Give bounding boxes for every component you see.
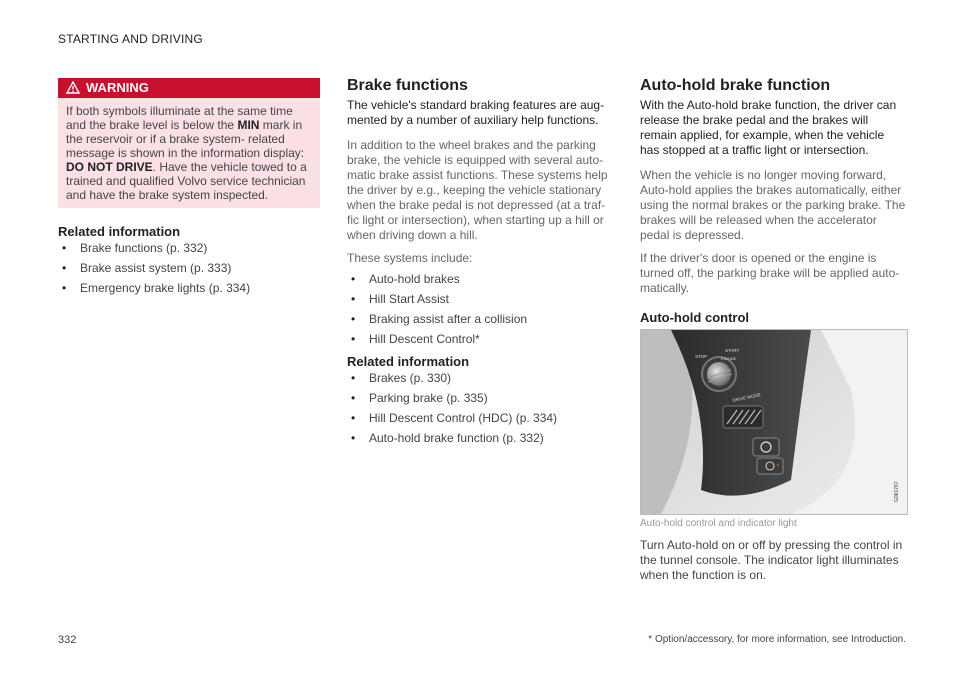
related-link[interactable]: • Emergency brake lights (p. 334) [58, 281, 320, 295]
auto-hold-instruction: Turn Auto-hold on or off by pressing the control in the tunnel console. The indicator light illuminates when the function is on. [640, 538, 903, 582]
auto-hold-control-heading: Auto-hold control [640, 310, 750, 325]
do-not-drive-label: DO NOT DRIVE [66, 160, 153, 174]
auto-hold-section [640, 77, 906, 325]
drive-mode-label: DRIVE MODE [732, 392, 762, 403]
related-link[interactable]: • Hill Descent Control (HDC) (p. 334) [347, 411, 609, 425]
auto-hold-control-image [640, 329, 908, 515]
related-link[interactable]: • Brakes (p. 330) [347, 371, 609, 385]
warning-title: WARNING [86, 80, 149, 95]
related-link[interactable]: • Brake functions (p. 332) [58, 241, 320, 255]
engine-label: ENGINE [721, 356, 737, 361]
min-label: MIN [237, 118, 260, 132]
system-item: • Auto-hold brakes [347, 272, 609, 286]
warning-triangle-icon [66, 81, 80, 94]
warning-box [58, 78, 320, 208]
systems-intro: These systems include: [347, 251, 473, 265]
related-link[interactable]: • Auto-hold brake function (p. 332) [347, 431, 609, 445]
brake-functions-lead: The vehicle's standard braking features are augmented by a number of auxiliary help functions. [347, 98, 605, 127]
brake-functions-title: Brake functions [347, 77, 468, 94]
brake-functions-paragraph: In addition to the wheel brakes and the parking brake, the vehicle is equipped with several automatic brake assist functions. These systems help the driver by e.g., keeping the vehicle stationary when the brake pedal is not depressed (at a traffic light or intersection), when starting up a hill or when driving down a hill. [347, 138, 608, 242]
image-code: G061767 [894, 481, 900, 502]
left-related-information [58, 224, 320, 301]
start-label: START [725, 348, 740, 353]
stop-label: STOP [695, 354, 708, 359]
tunnel-console-illustration [641, 330, 907, 514]
system-item: • Hill Descent Control* [347, 332, 609, 346]
system-item: • Braking assist after a collision [347, 312, 609, 326]
related-heading: Related information [58, 224, 181, 239]
system-item: • Hill Start Assist [347, 292, 609, 306]
image-caption: Auto-hold control and indicator light [640, 518, 797, 529]
related-heading: Related information [347, 354, 470, 369]
auto-hold-lead: With the Auto-hold brake function, the driver can release the brake pedal and the brakes will remain applied, for example, when the vehicle has stopped at a traffic light or intersection. [640, 98, 897, 157]
related-link[interactable]: • Parking brake (p. 335) [347, 391, 609, 405]
auto-hold-paragraph: When the vehicle is no longer moving forward, Auto-hold applies the brakes automatically, either using the normal brakes or the parking brake. The brakes will be released when the accelerator pedal is depressed. [640, 168, 906, 242]
auto-hold-paragraph: If the driver's door is opened or the engine is turned off, the parking brake will be applied automatically. [640, 251, 900, 295]
brake-functions-section [347, 77, 609, 451]
warning-text: If both symbols illuminate at the same time and the brake level is below the MIN mark in the reservoir or if a brake system- related message is shown in the information display: DO NOT DRIVE. Have the vehicle towed to a trained and qualified Volvo service technician and have the brake system inspected. [66, 104, 307, 202]
auto-hold-title: Auto-hold brake function [640, 77, 831, 94]
page-number: 332 [58, 634, 77, 646]
warning-header [58, 78, 320, 98]
section-title: STARTING AND DRIVING [58, 32, 203, 46]
related-link[interactable]: • Brake assist system (p. 333) [58, 261, 320, 275]
footnote: * Option/accessory, for more information, see Introduction. [648, 634, 906, 645]
